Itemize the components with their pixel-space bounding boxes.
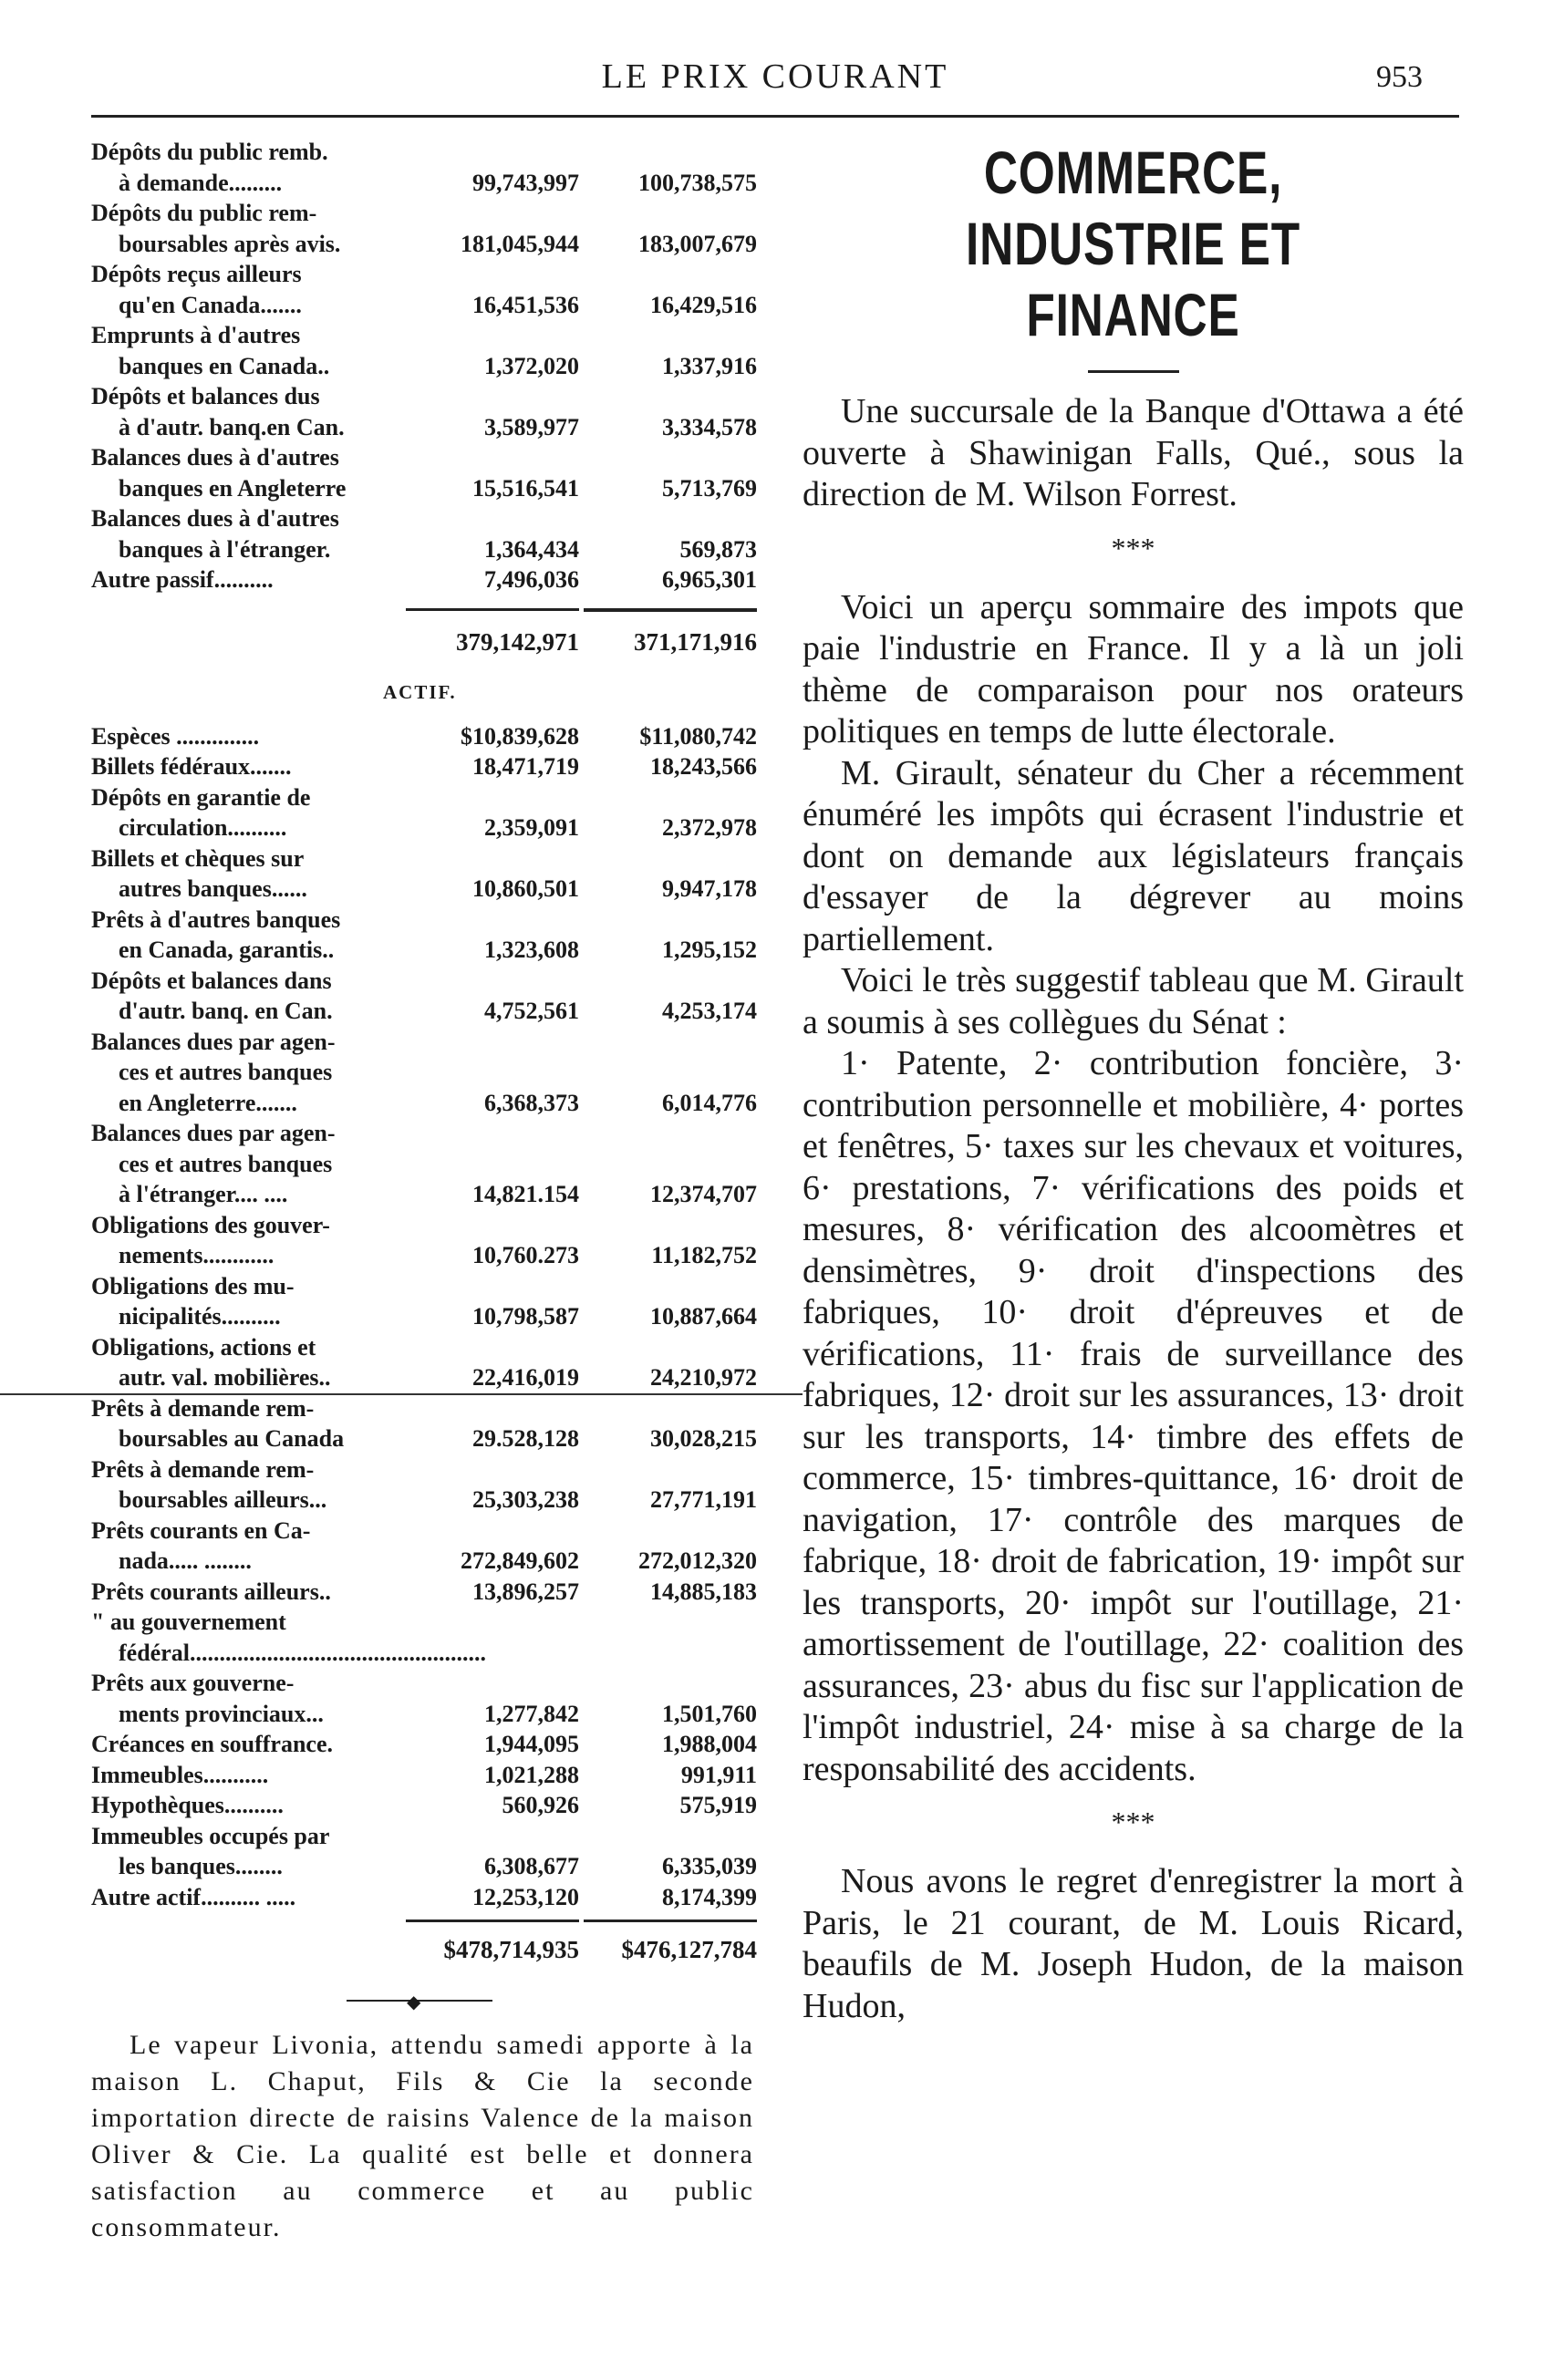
row-label-line: Autre actif.......... ..... <box>91 1883 296 1910</box>
assets-total <box>91 1930 761 1972</box>
row-label-line: Obligations des gouver- <box>91 1211 330 1238</box>
table-row <box>91 782 761 843</box>
row-value-v1: 2,359,091 <box>484 814 579 841</box>
page-header <box>91 57 1459 102</box>
table-row <box>91 381 761 442</box>
table-row <box>91 1882 761 1913</box>
table-row <box>91 1729 761 1760</box>
row-value-v2: 1,295,152 <box>662 936 757 963</box>
row-value-v2: 1,337,916 <box>662 352 757 379</box>
row-label <box>91 1882 406 1913</box>
row-value-v2: 10,887,664 <box>650 1303 757 1330</box>
row-value-v2: 575,919 <box>679 1792 757 1818</box>
row-label-line: Dépôts et balances dans <box>91 967 332 994</box>
row-value-v2: 6,965,301 <box>662 566 757 593</box>
row-label-line: Obligations des mu- <box>91 1272 295 1299</box>
row-label-line: nada..... ........ <box>119 1547 252 1574</box>
table-row <box>91 1393 761 1454</box>
row-label-line: Balances dues par agen- <box>91 1120 336 1146</box>
row-value-v1: 10,798,587 <box>472 1303 579 1330</box>
row-label-line: Dépôts du public remb. <box>91 139 328 165</box>
row-value-v2: 27,771,191 <box>650 1486 757 1513</box>
row-label-line: ces et autres banques <box>119 1150 333 1177</box>
row-value-v2: $11,080,742 <box>639 722 757 750</box>
row-label-line: en Angleterre....... <box>119 1089 297 1116</box>
row-value-v1: 1,021,288 <box>484 1761 579 1788</box>
table-row <box>91 721 761 752</box>
assets-heading <box>91 665 761 721</box>
table-row <box>91 966 761 1027</box>
row-label-line: d'autr. banq. en Can. <box>119 998 333 1024</box>
header-rule <box>91 115 1459 118</box>
table-row <box>91 1516 761 1577</box>
row-value-v1: 560,926 <box>502 1792 579 1818</box>
row-label <box>91 259 406 320</box>
row-value-v2: 1,988,004 <box>662 1731 757 1757</box>
row-label <box>91 1516 406 1577</box>
row-value-v1: $10,839,628 <box>461 722 579 750</box>
row-label-line: ces et autres banques <box>119 1059 333 1085</box>
row-label <box>91 1668 406 1729</box>
row-value-v1: 29.528,128 <box>472 1425 579 1452</box>
row-label-line: nements............ <box>119 1242 274 1268</box>
row-value-v2: 6,014,776 <box>662 1089 757 1116</box>
row-value-v2: 1,501,760 <box>662 1700 757 1727</box>
row-value-v1: 272,849,602 <box>461 1547 579 1574</box>
row-label-line: banques en Angleterre <box>119 474 347 502</box>
row-label-line: Prêts à demande rem- <box>91 1394 315 1422</box>
row-label-line: qu'en Canada....... <box>119 291 302 318</box>
table-row <box>91 442 761 503</box>
row-label-line: banques en Canada.. <box>119 352 330 379</box>
tax-list-paragraph: 1· Patente, 2· contribution foncière, 3· contribution personnelle et mobilière, 4· portes et fenêtres, 5· taxes sur les chevaux et voitures, 6· prestations, 7· vérifications des poids et mesures, 8· vérification des alcoomètres et densimètres, 9· droit d'inspections des fabriques, 10· droit d'épreuves et de vérifications, 11· frais de surveillance des fabriques, 12· droit sur les assurances, 13· droit sur les transports, 14· timbre des effets de commerce, 15· timbres-quittance, 16· droit de navigation, 17· contrôle des marques de fabrique, 18· droit de fabrication, 19· impôt sur les transports, 20· impôt sur l'outillage, 21· amortissement de l'outillage, 22· coalition des assurances, 23· abus du fisc sur l'application de l'impôt industriel, 24· mise à sa charge de la responsabilité des accidents. <box>803 1044 1464 1788</box>
running-title: LE PRIX COURANT <box>601 57 949 96</box>
bank-ottawa-paragraph: Une succursale de la Banque d'Ottawa a été ouverte à Shawinigan Falls, Qué., sous la direction de M. Wilson Forrest. <box>803 392 1464 513</box>
row-label <box>91 137 406 198</box>
row-label <box>91 751 406 782</box>
row-label <box>91 1607 486 1668</box>
table-row <box>91 905 761 966</box>
row-value-v1: 25,303,238 <box>472 1486 579 1513</box>
row-value-v1: 1,364,434 <box>484 535 579 563</box>
girault-paragraph: M. Girault, sénateur du Cher a récemment énuméré les impôts qui écrasent l'industrie et dont on demande aux législateurs français d'essayer de la dégrever au moins partiellement. <box>803 753 1464 958</box>
assets-table <box>91 721 761 1913</box>
row-value-v1: 1,323,608 <box>484 936 579 963</box>
row-value-v2: 12,374,707 <box>650 1181 757 1207</box>
row-value-v2: 9,947,178 <box>662 875 757 902</box>
tableau-paragraph: Voici le très suggestif tableau que M. Girault a soumis à ses collègues du Sénat : <box>803 961 1464 1041</box>
row-value-v2: 5,713,769 <box>662 474 757 502</box>
row-value-v1: 7,496,036 <box>484 566 579 593</box>
row-label-line: Balances dues à d'autres <box>91 505 339 532</box>
row-value-v1: 14,821.154 <box>472 1181 579 1207</box>
row-label <box>91 1821 406 1882</box>
row-label-line: Prêts à demande rem- <box>91 1455 315 1483</box>
table-row <box>91 1271 761 1332</box>
table-row <box>91 1454 761 1516</box>
row-value-v1: 16,451,536 <box>472 291 579 318</box>
row-label-line: Hypothèques.......... <box>91 1792 284 1818</box>
livonia-paragraph: Le vapeur Livonia, attendu samedi apporte à la maison L. Chaput, Fils & Cie la seconde importation directe de raisins Valence de la maison Oliver & Cie. La qualité est belle et donnera satisfaction au commerce et au public consommateur. <box>91 2030 754 2242</box>
row-label <box>91 1210 406 1271</box>
row-label-line: à l'étranger.... .... <box>119 1181 288 1207</box>
row-label-line: Billets et chèques sur <box>91 844 305 872</box>
row-value-v1: 15,516,541 <box>472 474 579 502</box>
row-value-v2: 4,253,174 <box>662 998 757 1024</box>
ornament-divider: ◆ <box>91 1972 761 2027</box>
row-label-line: ments provinciaux... <box>119 1700 324 1727</box>
row-label-line: boursables au Canada <box>119 1425 345 1452</box>
row-label <box>91 721 406 752</box>
section-heading-line1: COMMERCE, <box>983 139 1283 206</box>
section-heading-line2: INDUSTRIE ET FINANCE <box>966 210 1300 348</box>
row-value-v2: 569,873 <box>679 535 757 563</box>
row-label <box>91 1393 406 1454</box>
row-value-v1: 18,471,719 <box>472 753 579 780</box>
row-value-v2: 30,028,215 <box>650 1425 757 1452</box>
row-value-v2: 14,885,183 <box>650 1578 757 1605</box>
row-value-v2: 991,911 <box>680 1761 757 1788</box>
row-value-v1: 22,416,019 <box>472 1364 579 1391</box>
table-row <box>91 1760 761 1791</box>
table-row <box>91 1332 761 1393</box>
row-label <box>91 1271 406 1332</box>
row-label <box>91 564 406 595</box>
row-value-v2: 16,429,516 <box>650 291 757 318</box>
row-label-line: autres banques...... <box>119 875 307 902</box>
row-label-line: Espèces .............. <box>91 722 260 750</box>
table-row <box>91 1118 761 1210</box>
table-row <box>91 137 761 198</box>
row-value-v1: 6,308,677 <box>484 1853 579 1879</box>
row-label-line: boursables après avis. <box>119 230 341 257</box>
table-row <box>91 1790 761 1821</box>
row-label-line: Prêts à d'autres banques <box>91 905 341 933</box>
table-row <box>91 843 761 905</box>
table-row <box>91 1027 761 1119</box>
table-row <box>91 1607 761 1668</box>
table-row <box>91 1577 761 1608</box>
row-label <box>91 1454 406 1516</box>
row-label-line: Créances en souffrance. <box>91 1731 333 1757</box>
row-label-line: Prêts courants ailleurs.. <box>91 1578 331 1605</box>
row-label-line: Obligations, actions et <box>91 1333 316 1361</box>
row-label-line: boursables ailleurs... <box>119 1486 327 1513</box>
row-value-v1: 3,589,977 <box>484 413 579 440</box>
row-label <box>91 1577 406 1608</box>
ricard-paragraph: Nous avons le regret d'enregistrer la mort à Paris, le 21 courant, de M. Louis Ricard, beaufils de M. Joseph Hudon, de la maison Hudon, <box>803 1862 1464 2025</box>
row-label <box>91 1027 406 1119</box>
row-value-v2: 24,210,972 <box>650 1364 757 1391</box>
row-value-v2: 8,174,399 <box>662 1883 757 1910</box>
impots-paragraph: Voici un aperçu sommaire des impots que paie l'industrie en France. Il y a là un joli thème de comparaison pour nos orateurs politiques en temps de lutte électorale. <box>803 587 1464 750</box>
asterism-2: *** <box>1111 1806 1155 1838</box>
row-label-line: Autre passif.......... <box>91 566 274 593</box>
row-label-line: à d'autr. banq.en Can. <box>119 413 345 440</box>
table-row <box>91 1821 761 1882</box>
assets-total-2: $476,127,784 <box>621 1936 757 1963</box>
row-value-v1: 10,860,501 <box>472 875 579 902</box>
row-label-line: Billets fédéraux....... <box>91 753 292 780</box>
row-value-v2: 6,335,039 <box>662 1853 757 1879</box>
row-label-line: Balances dues à d'autres <box>91 444 339 471</box>
row-label-line: Prêts aux gouverne- <box>91 1670 295 1696</box>
row-label <box>91 843 406 905</box>
total-rule <box>91 595 761 623</box>
row-label <box>91 198 406 259</box>
row-value-v1: 181,045,944 <box>461 230 579 257</box>
table-row <box>91 503 761 564</box>
row-label-line: fédéral.................................................. <box>119 1639 486 1666</box>
row-label-line: Immeubles occupés par <box>91 1822 330 1849</box>
row-value-v1: 99,743,997 <box>472 169 579 196</box>
row-value-v1: 6,368,373 <box>484 1089 579 1116</box>
row-label-line: à demande......... <box>119 169 283 196</box>
liabilities-total <box>91 623 761 665</box>
row-label <box>91 1760 406 1791</box>
assets-heading-text: ACTIF. <box>383 680 457 703</box>
right-column <box>803 137 1464 2027</box>
row-label-line: " au gouvernement <box>91 1609 286 1635</box>
table-row <box>91 259 761 320</box>
table-row <box>91 1668 761 1729</box>
row-value-v1: 1,372,020 <box>484 352 579 379</box>
row-label <box>91 966 406 1027</box>
row-value-v1: 4,752,561 <box>484 998 579 1024</box>
table-row <box>91 320 761 381</box>
assets-total-rule <box>91 1912 761 1930</box>
row-value-v1: 13,896,257 <box>472 1578 579 1605</box>
table-row <box>91 198 761 259</box>
row-label-line: Dépôts et balances dus <box>91 383 320 409</box>
liabilities-total-1: 379,142,971 <box>456 627 579 656</box>
row-label-line: banques à l'étranger. <box>119 535 331 563</box>
row-label-line: Balances dues par agen- <box>91 1028 336 1055</box>
liabilities-table <box>91 137 761 595</box>
heading-rule <box>1088 370 1179 373</box>
row-label <box>91 503 406 564</box>
row-label <box>91 1118 406 1210</box>
page-number: 953 <box>1376 60 1423 94</box>
row-label <box>91 442 406 503</box>
assets-total-1: $478,714,935 <box>443 1936 579 1963</box>
row-value-v2: 3,334,578 <box>662 413 757 440</box>
row-label-line: Dépôts du public rem- <box>91 200 317 226</box>
row-label-line: nicipalités.......... <box>119 1303 281 1330</box>
row-label-line: Emprunts à d'autres <box>91 322 301 348</box>
livonia-notice <box>91 2027 761 2246</box>
row-label-line: les banques........ <box>119 1853 283 1879</box>
row-value-v2: 11,182,752 <box>651 1242 757 1268</box>
table-row <box>91 564 761 595</box>
row-label-line: Prêts courants en Ca- <box>91 1516 311 1544</box>
row-label-line: autr. val. mobilières.. <box>119 1364 331 1391</box>
row-label-line: Dépôts en garantie de <box>91 783 311 811</box>
row-label-line: Dépôts reçus ailleurs <box>91 261 302 287</box>
row-label <box>91 1332 406 1393</box>
row-label <box>91 1790 406 1821</box>
table-row <box>91 1210 761 1271</box>
row-value-v2: 183,007,679 <box>638 230 757 257</box>
row-value-v2: 272,012,320 <box>638 1547 757 1574</box>
row-label <box>91 320 406 381</box>
row-value-v2: 2,372,978 <box>662 814 757 841</box>
row-value-v2: 18,243,566 <box>650 753 757 780</box>
row-value-v1: 1,277,842 <box>484 1700 579 1727</box>
left-column <box>91 137 761 2246</box>
asterism: *** <box>1111 531 1155 564</box>
row-value-v1: 1,944,095 <box>484 1731 579 1757</box>
row-label <box>91 782 406 843</box>
row-label-line: en Canada, garantis.. <box>119 936 335 963</box>
liabilities-total-2: 371,171,916 <box>634 627 757 656</box>
row-value-v1: 12,253,120 <box>472 1883 579 1910</box>
row-label <box>91 1729 406 1760</box>
table-row <box>91 751 761 782</box>
row-label <box>91 381 406 442</box>
row-label-line: circulation.......... <box>119 814 287 841</box>
row-label-line: Immeubles........... <box>91 1761 269 1788</box>
row-label <box>91 905 406 966</box>
row-value-v2: 100,738,575 <box>638 169 757 196</box>
row-value-v1: 10,760.273 <box>472 1242 579 1268</box>
